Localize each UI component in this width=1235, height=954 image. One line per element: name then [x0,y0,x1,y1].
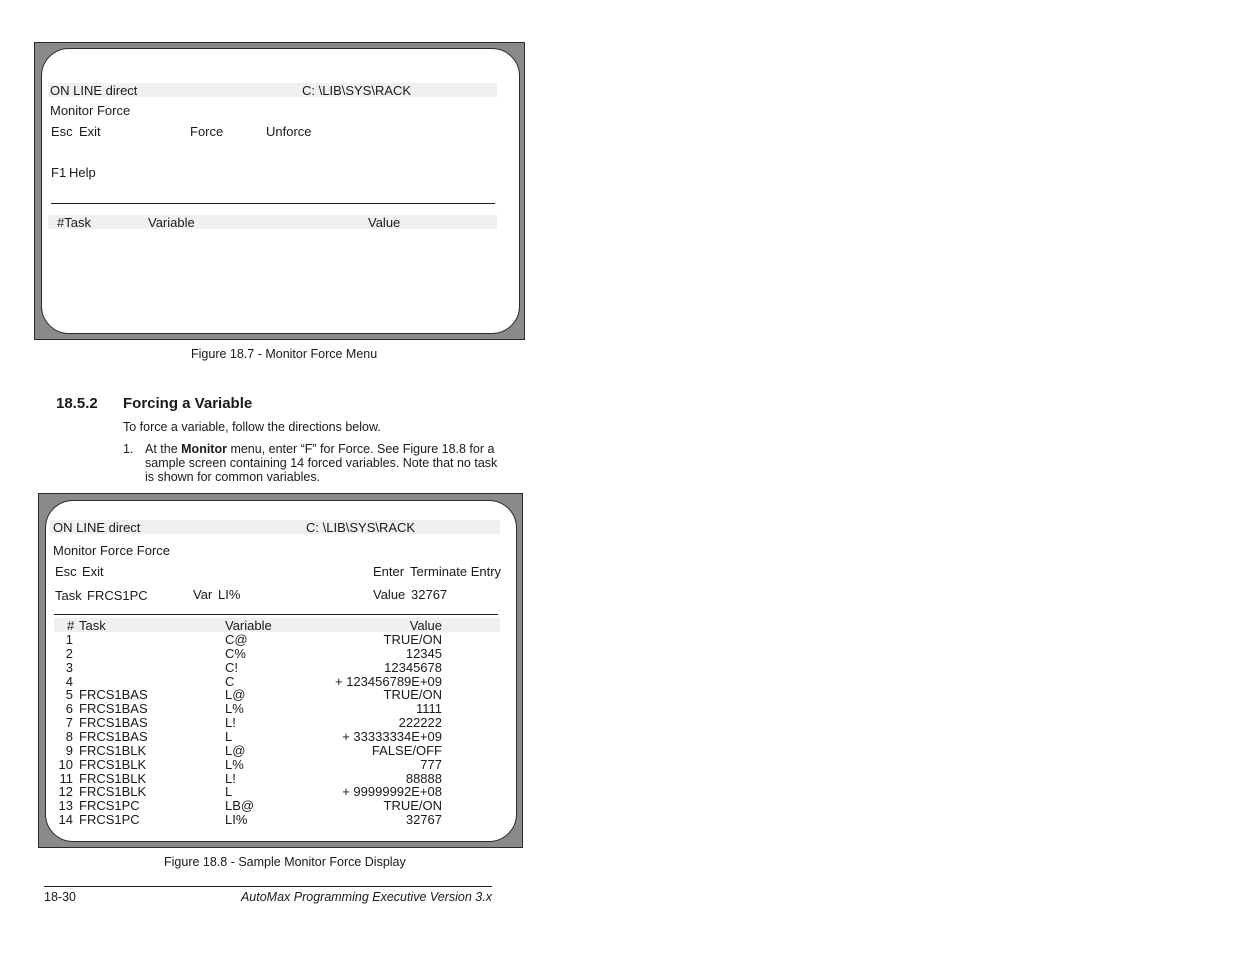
footer-title: AutoMax Programming Executive Version 3.x [240,890,492,904]
row-task: FRCS1BLK [79,770,147,786]
row-number: 13 [58,798,73,814]
row-variable: L! [225,770,236,786]
value-value: 32767 [411,587,448,602]
menu-divider [51,203,495,204]
rack-path: C: \LIB\SYS\RACK [302,83,412,98]
row-variable: C@ [225,632,248,647]
step-line-1 [145,442,494,456]
row-number: 9 [65,742,73,758]
task-value: FRCS1PC [87,588,148,603]
row-number: 10 [58,756,73,772]
value-header-2: Value [409,618,442,633]
row-number: 7 [65,715,73,731]
intro-text: To force a variable, follow the directions below. [123,420,381,434]
row-variable: LB@ [225,798,255,814]
row-variable: L% [225,756,244,772]
row-task: FRCS1BLK [79,756,147,772]
figure-18-8-caption: Figure 18.8 - Sample Monitor Force Display [164,855,406,869]
section-title: Forcing a Variable [123,395,253,412]
row-number: 2 [65,645,73,661]
row-variable: C% [225,645,246,661]
row-value: TRUE/ON [383,632,442,647]
row-value: + 123456789E+09 [335,673,442,689]
row-value: FALSE/OFF [371,742,442,758]
menu-title: Monitor Force [50,103,131,118]
row-number: 4 [65,673,73,689]
row-variable: L [225,728,233,744]
row-task: FRCS1BLK [79,784,147,800]
step-line-3: is shown for common variables. [145,470,321,484]
row-value: TRUE/ON [383,798,442,814]
header-divider [54,614,498,615]
row-variable: LI% [225,812,248,828]
row-number: 11 [59,770,73,786]
online-status-2: ON LINE direct [53,520,141,535]
rack-path-2: C: \LIB\SYS\RACK [306,520,416,535]
row-value: 12345 [405,645,442,661]
num-header: # [67,618,75,633]
header-band [48,215,497,229]
step-bold: Monitor [181,442,227,456]
enter-key: Enter [373,564,405,579]
task-label: Task [55,588,82,603]
row-value: 32767 [405,812,442,828]
step-number: 1. [123,442,134,456]
force-option: Force [190,124,224,139]
row-variable: L% [225,701,244,717]
unforce-option: Unforce [266,124,312,139]
esc-key-2: Esc [55,564,77,579]
page-number: 18-30 [44,890,76,904]
footer-rule [44,886,492,887]
terminate-entry: Terminate Entry [410,564,502,579]
row-task: FRCS1BLK [79,742,147,758]
help-option: Help [69,165,96,180]
row-variable: C [225,673,235,689]
row-variable: L! [225,715,236,731]
row-number: 1 [65,632,73,647]
f1-key: F1 [51,165,67,180]
var-label: Var [193,587,213,602]
row-value: 88888 [405,770,442,786]
row-task: FRCS1BAS [79,728,148,744]
exit-option: Exit [79,124,101,139]
row-number: 5 [65,687,73,703]
value-label: Value [373,587,406,602]
online-status: ON LINE direct [50,83,138,98]
row-number: 12 [58,784,73,800]
row-task: FRCS1BAS [79,701,148,717]
row-variable: L@ [225,742,246,758]
row-value: 1111 [415,701,442,717]
row-value: + 33333334E+09 [342,728,442,744]
row-number: 3 [65,659,73,675]
row-value: + 99999992E+08 [342,784,442,800]
row-value: 777 [420,756,442,772]
esc-key: Esc [51,124,73,139]
row-number: 6 [65,701,73,717]
exit-option-2: Exit [82,564,104,579]
section-number: 18.5.2 [56,395,98,412]
row-value: 12345678 [384,659,442,675]
row-variable: L [225,784,233,800]
variable-header: Variable [148,215,195,230]
row-value: 222222 [398,715,442,731]
task-header: #Task [57,215,91,230]
row-task: FRCS1PC [79,798,140,814]
step-pre: At the [145,442,182,456]
row-variable: C! [225,659,238,675]
variable-header-2: Variable [225,618,272,633]
step-line-2: sample screen containing 14 forced variables. Note that no task [145,456,498,470]
value-header: Value [368,215,401,230]
row-variable: L@ [225,687,246,703]
menu-title-2: Monitor Force Force [53,543,171,558]
row-value: TRUE/ON [383,687,442,703]
row-task: FRCS1BAS [79,687,148,703]
row-task: FRCS1PC [79,812,140,828]
row-number: 14 [58,812,73,828]
step-rest: menu, enter “F” for Force. See Figure 18.8 for a [226,442,495,456]
figure-18-7-caption: Figure 18.7 - Monitor Force Menu [191,347,378,361]
row-number: 8 [65,728,73,744]
row-task: FRCS1BAS [79,715,148,731]
task-header-2: Task [79,618,106,633]
var-value: LI% [218,587,241,602]
